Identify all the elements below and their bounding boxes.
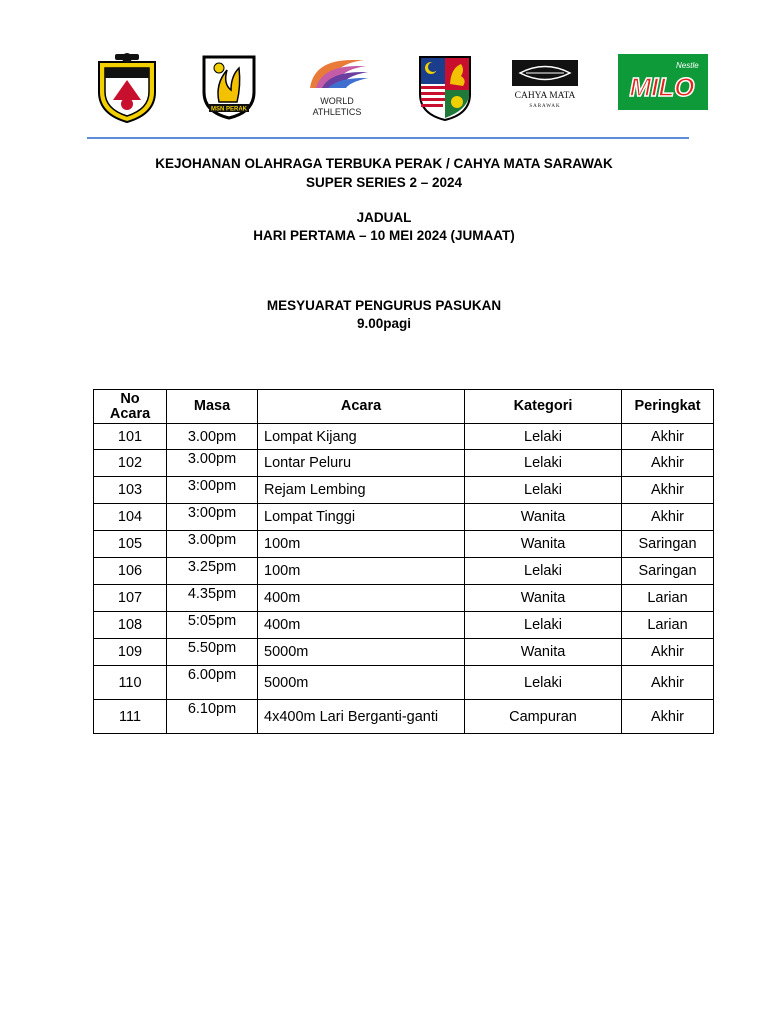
cms-sub: SARAWAK (529, 104, 561, 109)
perak-shield-logo (417, 54, 473, 122)
cell-peringkat: Saringan (622, 558, 714, 585)
wa-line1: WORLD (320, 96, 354, 106)
schedule-label: JADUAL (356, 210, 412, 225)
cell-acara: 4x400m Lari Berganti-ganti (258, 700, 465, 734)
table-row (94, 424, 714, 450)
cell-no: 105 (94, 531, 167, 558)
cell-masa: 5.50pm (167, 639, 258, 666)
cell-no: 104 (94, 504, 167, 531)
table-row (94, 504, 714, 531)
table-row (94, 531, 714, 558)
cell-acara: 100m (258, 531, 465, 558)
logo-strip (0, 46, 768, 126)
cell-no: 110 (94, 666, 167, 700)
cell-acara: 5000m (258, 639, 465, 666)
table-header-row (94, 390, 714, 424)
cell-kategori: Wanita (465, 639, 622, 666)
cell-no: 111 (94, 700, 167, 734)
cell-acara: Lompat Tinggi (258, 504, 465, 531)
cell-no: 107 (94, 585, 167, 612)
cell-kategori: Wanita (465, 531, 622, 558)
cell-acara: Lontar Peluru (258, 450, 465, 477)
nestle-text: Nestle (676, 61, 699, 70)
table-row (94, 666, 714, 700)
msn-perak-logo (201, 54, 257, 120)
milo-text: MILO (629, 72, 695, 102)
cell-kategori: Lelaki (465, 558, 622, 585)
cell-peringkat: Akhir (622, 700, 714, 734)
cell-peringkat: Saringan (622, 531, 714, 558)
cms-name: CAHYA MATA (514, 91, 576, 101)
cell-masa: 5:05pm (167, 612, 258, 639)
cell-peringkat: Akhir (622, 424, 714, 450)
cell-masa: 3.00pm (167, 531, 258, 558)
cell-kategori: Lelaki (465, 666, 622, 700)
meeting-title: MESYUARAT PENGURUS PASUKAN (266, 298, 502, 313)
col-header-kategori: Kategori (465, 390, 622, 424)
cell-masa: 4.35pm (167, 585, 258, 612)
table-row (94, 477, 714, 504)
cell-kategori: Campuran (465, 700, 622, 734)
cell-no: 102 (94, 450, 167, 477)
cell-acara: Rejam Lembing (258, 477, 465, 504)
table-row (94, 558, 714, 585)
table-row (94, 585, 714, 612)
table-row (94, 700, 714, 734)
event-series: SUPER SERIES 2 – 2024 (305, 175, 463, 190)
cell-peringkat: Akhir (622, 666, 714, 700)
header-divider (87, 137, 689, 139)
cell-kategori: Lelaki (465, 424, 622, 450)
col-header-no (94, 390, 167, 424)
cell-masa: 3.00pm (167, 424, 258, 450)
cell-kategori: Wanita (465, 585, 622, 612)
cell-masa: 6.00pm (167, 666, 258, 700)
cell-masa: 6.10pm (167, 700, 258, 734)
cell-acara: 400m (258, 612, 465, 639)
cell-kategori: Wanita (465, 504, 622, 531)
cell-no: 109 (94, 639, 167, 666)
event-title: KEJOHANAN OLAHRAGA TERBUKA PERAK / CAHYA MATA SARAWAK (155, 156, 613, 171)
cell-peringkat: Akhir (622, 504, 714, 531)
msn-text: MSN PERAK (210, 106, 248, 113)
cell-kategori: Lelaki (465, 477, 622, 504)
cell-acara: 100m (258, 558, 465, 585)
cell-peringkat: Akhir (622, 639, 714, 666)
cell-kategori: Lelaki (465, 612, 622, 639)
cell-masa: 3:00pm (167, 504, 258, 531)
table-row (94, 612, 714, 639)
col-header-peringkat: Peringkat (622, 390, 714, 424)
cahya-mata-sarawak-logo (510, 58, 580, 110)
cell-no: 103 (94, 477, 167, 504)
cell-peringkat: Larian (622, 585, 714, 612)
cell-acara: Lompat Kijang (258, 424, 465, 450)
col-header-acara: Acara (258, 390, 465, 424)
day-date: HARI PERTAMA – 10 MEI 2024 (JUMAAT) (253, 228, 515, 243)
meeting-time: 9.00pagi (356, 316, 412, 331)
table-row (94, 450, 714, 477)
schedule-table (93, 389, 714, 734)
milo-logo (618, 54, 708, 110)
no-line2: Acara (109, 405, 151, 422)
cell-peringkat: Akhir (622, 450, 714, 477)
cell-masa: 3.25pm (167, 558, 258, 585)
cell-masa: 3.00pm (167, 450, 258, 477)
col-header-masa: Masa (167, 390, 258, 424)
table-row (94, 639, 714, 666)
cell-no: 106 (94, 558, 167, 585)
world-athletics-logo (302, 54, 372, 120)
cell-peringkat: Larian (622, 612, 714, 639)
cell-no: 108 (94, 612, 167, 639)
cell-acara: 5000m (258, 666, 465, 700)
wa-line2: ATHLETICS (312, 107, 362, 117)
cell-acara: 400m (258, 585, 465, 612)
perak-crest-logo (93, 52, 161, 124)
cell-kategori: Lelaki (465, 450, 622, 477)
cell-masa: 3:00pm (167, 477, 258, 504)
cell-no: 101 (94, 424, 167, 450)
cell-peringkat: Akhir (622, 477, 714, 504)
no-line1: No (120, 390, 140, 407)
